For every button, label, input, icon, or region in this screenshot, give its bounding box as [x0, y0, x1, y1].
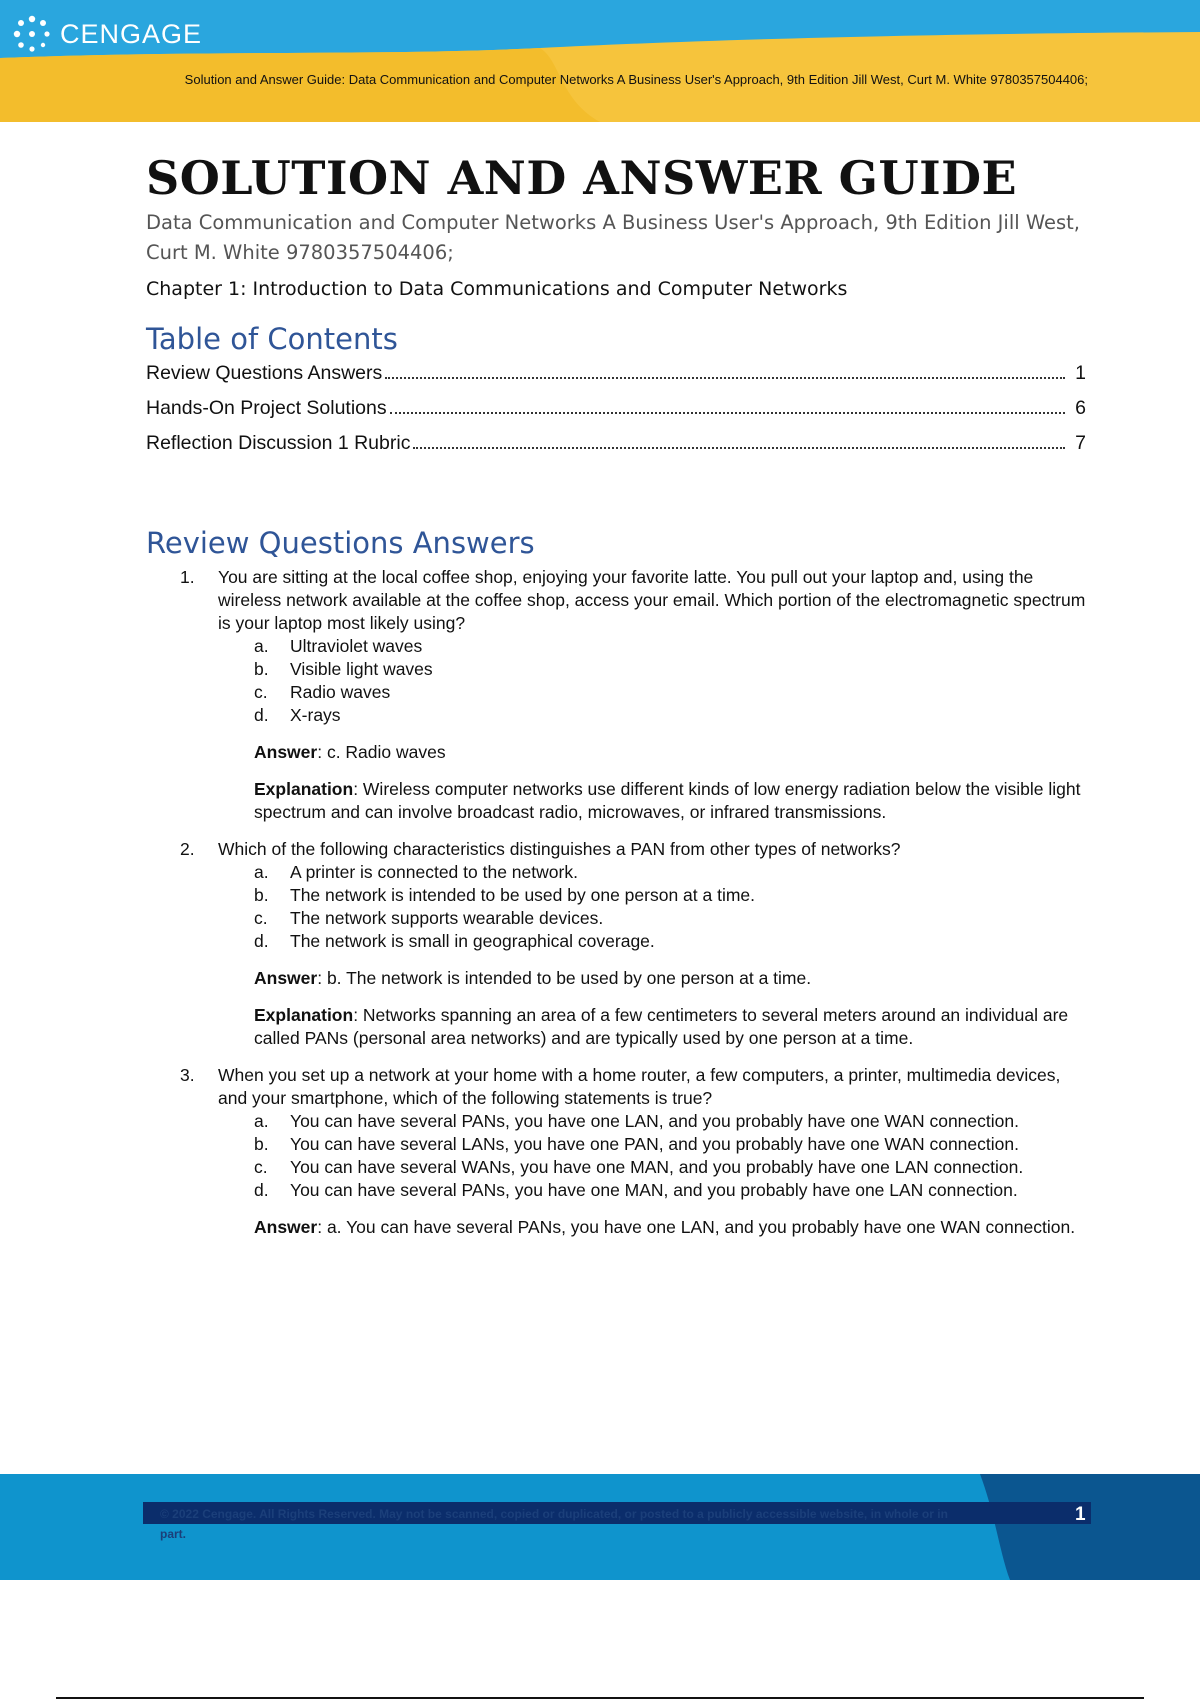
option-item	[254, 658, 1086, 681]
question-number: 2.	[180, 839, 195, 859]
option-letter: d.	[254, 1180, 269, 1200]
page-title: SOLUTION AND ANSWER GUIDE	[146, 151, 1018, 205]
explanation-label: Explanation	[254, 779, 354, 799]
answer-label: Answer	[254, 742, 318, 762]
toc-list	[146, 362, 1086, 467]
option-text: Ultraviolet waves	[290, 636, 423, 656]
page-number: 1	[1075, 1504, 1086, 1525]
logo-text: CENGAGE	[60, 18, 203, 49]
option-text: X-rays	[290, 705, 341, 725]
toc-entry-review[interactable]	[146, 362, 1086, 397]
question-list	[146, 566, 1086, 1239]
option-text: The network is small in geographical coverage.	[290, 931, 655, 951]
option-letter: b.	[254, 1134, 269, 1154]
option-text: Radio waves	[290, 682, 391, 702]
doc-subtitle: Data Communication and Computer Networks A Business User's Approach, 9th Edition Jill West, Curt M. White 9780357504406;	[146, 211, 1081, 264]
answer-label: Answer	[254, 1217, 318, 1237]
option-item	[254, 681, 1086, 704]
toc-entry-label: Review Questions Answers	[146, 362, 383, 384]
toc-entry-hands-on[interactable]	[146, 397, 1086, 432]
toc-entry-page: 1	[1075, 362, 1086, 384]
question-1	[146, 566, 1086, 824]
option-letter: d.	[254, 931, 269, 951]
option-item	[254, 1179, 1086, 1202]
option-item	[254, 907, 1086, 930]
answer-text: : b. The network is intended to be used by one person at a time.	[317, 968, 812, 988]
option-item	[254, 1156, 1086, 1179]
question-text: Which of the following characteristics distinguishes a PAN from other types of networks?	[218, 839, 901, 859]
toc-leader-dots	[413, 447, 1065, 449]
option-text: You can have several LANs, you have one PAN, and you probably have one WAN connection.	[290, 1134, 1019, 1154]
answer-line	[254, 741, 1086, 764]
option-text: Visible light waves	[290, 659, 433, 679]
footer-band	[0, 1474, 1200, 1580]
option-text: A printer is connected to the network.	[290, 862, 578, 882]
question-number: 3.	[180, 1065, 195, 1085]
option-text: You can have several WANs, you have one MAN, and you probably have one LAN connection.	[290, 1157, 1024, 1177]
toc-leader-dots	[385, 377, 1065, 379]
option-text: You can have several PANs, you have one MAN, and you probably have one LAN connection.	[290, 1180, 1018, 1200]
explanation-line	[254, 778, 1086, 824]
question-number: 1.	[180, 567, 195, 587]
option-text: The network is intended to be used by one person at a time.	[290, 885, 756, 905]
answer-text: : c. Radio waves	[317, 742, 446, 762]
answer-label: Answer	[254, 968, 318, 988]
option-letter: a.	[254, 862, 269, 882]
toc-entry-label: Reflection Discussion 1 Rubric	[146, 432, 411, 454]
option-text: The network supports wearable devices.	[290, 908, 604, 928]
question-text: You are sitting at the local coffee shop, enjoying your favorite latte. You pull out your laptop and, using the wireless network available at the coffee shop, access your email. Which portion of the electromagnetic spectrum is your laptop most likely using?	[218, 567, 1086, 633]
question-2	[146, 838, 1086, 1050]
header-band	[0, 0, 1200, 122]
toc-entry-reflection[interactable]	[146, 432, 1086, 467]
option-item	[254, 930, 1086, 953]
review-questions-section	[146, 526, 1086, 1239]
bottom-divider	[56, 1697, 1144, 1699]
copyright-notice: © 2022 Cengage. All Rights Reserved. May not be scanned, copied or duplicated, or posted to a publicly accessible website, in whole or in part.	[160, 1507, 948, 1541]
explanation-line	[254, 1004, 1086, 1050]
review-heading: Review Questions Answers	[146, 526, 535, 560]
option-text: You can have several PANs, you have one LAN, and you probably have one WAN connection.	[290, 1111, 1019, 1131]
cengage-dots-icon	[12, 14, 52, 54]
option-item	[254, 1110, 1086, 1133]
document-body	[146, 150, 1086, 1253]
toc-entry-label: Hands-On Project Solutions	[146, 397, 387, 419]
option-item	[254, 884, 1086, 907]
option-letter: b.	[254, 659, 269, 679]
option-letter: c.	[254, 682, 268, 702]
chapter-title: Chapter 1: Introduction to Data Communications and Computer Networks	[146, 278, 848, 300]
option-list	[218, 1110, 1086, 1202]
option-list	[218, 861, 1086, 953]
option-item	[254, 635, 1086, 658]
answer-line	[254, 1216, 1086, 1239]
toc-leader-dots	[390, 412, 1065, 414]
option-letter: c.	[254, 908, 268, 928]
explanation-text: : Networks spanning an area of a few centimeters to several meters around an individual are called PANs (personal area networks) and are typically used by one person at a time.	[254, 1005, 1069, 1048]
option-list	[218, 635, 1086, 727]
option-item	[254, 861, 1086, 884]
answer-line	[254, 967, 1086, 990]
option-letter: c.	[254, 1157, 268, 1177]
option-letter: a.	[254, 636, 269, 656]
toc-entry-page: 6	[1075, 397, 1086, 419]
option-letter: d.	[254, 705, 269, 725]
option-letter: a.	[254, 1111, 269, 1131]
header-note: Solution and Answer Guide: Data Communication and Computer Networks A Business User's Approach, 9th Edition Jill West, Curt M. White 9780357504406;	[184, 72, 1088, 87]
question-3	[146, 1064, 1086, 1239]
option-item	[254, 704, 1086, 727]
toc-heading: Table of Contents	[146, 322, 398, 356]
option-item	[254, 1133, 1086, 1156]
cengage-logo	[12, 14, 202, 54]
explanation-label: Explanation	[254, 1005, 354, 1025]
answer-text: : a. You can have several PANs, you have one LAN, and you probably have one WAN connection.	[317, 1217, 1076, 1237]
question-text: When you set up a network at your home with a home router, a few computers, a printer, multimedia devices, and your smartphone, which of the following statements is true?	[218, 1065, 1061, 1108]
explanation-text: : Wireless computer networks use different kinds of low energy radiation below the visible light spectrum and can involve broadcast radio, microwaves, or infrared transmissions.	[254, 779, 1081, 822]
option-letter: b.	[254, 885, 269, 905]
table-of-contents	[146, 322, 1086, 467]
toc-entry-page: 7	[1075, 432, 1086, 454]
